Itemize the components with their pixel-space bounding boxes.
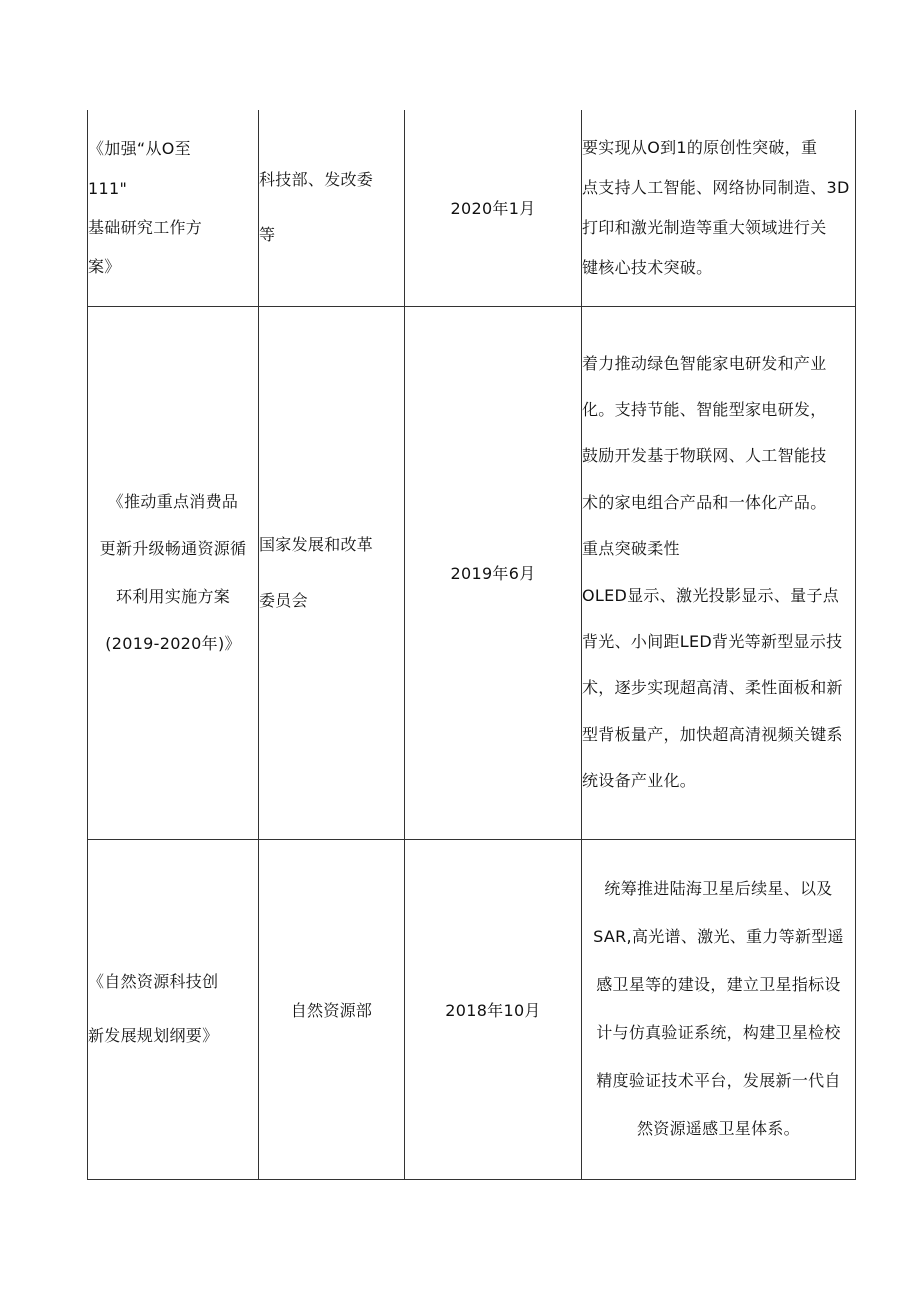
table-row bbox=[88, 839, 856, 1179]
issuing-department-cell: 科技部、发改委 等 bbox=[259, 110, 405, 306]
policy-content-cell: 要实现从O到1的原创性突破，重 点支持人工智能、网络协同制造、3D 打印和激光制造等重大领域进行关 键核心技术突破。 bbox=[582, 110, 856, 306]
issue-date-cell: 2018年10月 bbox=[405, 839, 582, 1179]
policy-table bbox=[87, 110, 856, 1180]
table-row bbox=[88, 110, 856, 306]
policy-name-cell: 《自然资源科技创 新发展规划纲要》 bbox=[88, 839, 259, 1179]
issue-date-cell: 2020年1月 bbox=[405, 110, 582, 306]
policy-name-cell: 《推动重点消费品 更新升级畅通资源循 环利用实施方案 (2019-2020年)》 bbox=[88, 306, 259, 839]
policy-name-cell: 《加强“从O至 111" 基础研究工作方 案》 bbox=[88, 110, 259, 306]
issue-date-cell: 2019年6月 bbox=[405, 306, 582, 839]
issuing-department-cell: 自然资源部 bbox=[259, 839, 405, 1179]
policy-content-cell: 着力推动绿色智能家电研发和产业 化。支持节能、智能型家电研发， 鼓励开发基于物联网、人工智能技 术的家电组合产品和一体化产品。 重点突破柔性 OLED显示、激光投影显示、量子点 背光、小间距LED背光等新型显示技 术，逐步实现超高清、柔性面板和新 型背板量产，加快超高清视频关键系 统设备产业化。 bbox=[582, 306, 856, 839]
policy-content-cell: 统筹推进陆海卫星后续星、以及 SAR,高光谱、激光、重力等新型遥 感卫星等的建设，建立卫星指标设 计与仿真验证系统，构建卫星检校 精度验证技术平台，发展新一代自 然资源遥感卫星体系。 bbox=[582, 839, 856, 1179]
issuing-department-cell: 国家发展和改革 委员会 bbox=[259, 306, 405, 839]
table-row bbox=[88, 306, 856, 839]
